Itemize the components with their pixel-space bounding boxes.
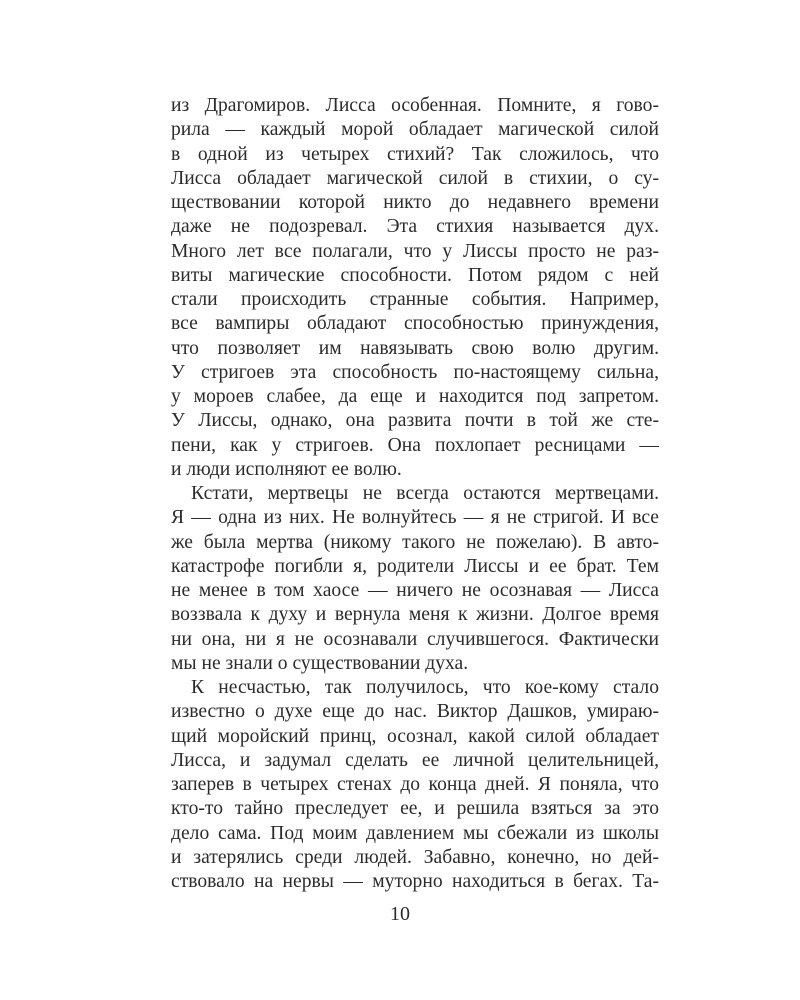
paragraph-1: [171, 94, 659, 482]
paragraph-2: [171, 482, 659, 676]
text-line: Кстати, мертвецы не всегда остаются мертвецами.: [191, 483, 659, 504]
text-line: К несчастью, так получилось, что кое-кому стало: [191, 677, 659, 698]
text-line: Лисса, и задумал сделать ее личной целительницей,: [171, 749, 659, 771]
page-number: 10: [390, 903, 410, 925]
paragraph-3: [171, 676, 659, 894]
text-line: Я — одна из них. Не волнуйтесь — я не стригой. И все: [171, 507, 659, 529]
text-line: ствовало на нервы — муторно находиться в бегах. Та-: [171, 871, 659, 892]
text-line: заперев в четырех стенах до конца дней. Я поняла, что: [171, 774, 659, 795]
text-line: виты магические способности. Потом рядом с ней: [171, 264, 659, 286]
text-line: и затерялись среди людей. Забавно, конечно, но дей-: [171, 846, 659, 868]
text-line: дело сама. Под моим давлением мы сбежали из школы: [171, 822, 659, 844]
text-line: Лисса обладает магической силой в стихии, о су-: [171, 167, 659, 189]
text-line: пени, как у стригоев. Она похлопает ресницами —: [171, 434, 659, 456]
text-line: даже не подозревал. Эта стихия называется дух.: [171, 216, 659, 238]
text-line: что позволяет им навязывать свою волю другим.: [171, 337, 659, 359]
text-line: У Лиссы, однако, она развита почти в той же сте-: [171, 410, 659, 432]
text-line: щий моройский принц, осознал, какой силой обладает: [171, 725, 659, 747]
text-line: ни она, ни я не осознавали случившегося. Фактически: [171, 628, 659, 650]
text-line: кто-то тайно преследует ее, и решила взяться за это: [171, 798, 659, 820]
text-line: все вампиры обладают способностью принуждения,: [171, 313, 659, 335]
text-line: Много лет все полагали, что у Лиссы просто не раз-: [171, 240, 659, 262]
text-line: в одной из четырех стихий? Так сложилось, что: [171, 143, 659, 165]
text-line: и люди исполняют ее волю.: [171, 458, 402, 480]
text-line: мы не знали о существовании духа.: [171, 652, 469, 674]
text-line: воззвала к духу и вернула меня к жизни. Долгое время: [171, 604, 659, 626]
text-line: из Драгомиров. Лисса особенная. Помните, я гово-: [171, 95, 659, 116]
text-line: не менее в том хаосе — ничего не осознавая — Лисса: [171, 580, 659, 601]
text-line: катастрофе погибли я, родители Лиссы и ее брат. Тем: [171, 555, 659, 577]
text-line: известно о духе еще до нас. Виктор Дашков, умираю-: [171, 701, 659, 723]
text-line: же была мертва (никому такого не пожелаю). В авто-: [171, 531, 659, 553]
text-line: стали происходить странные события. Например,: [171, 289, 659, 310]
text-line: рила — каждый морой обладает магической силой: [171, 119, 659, 141]
text-line: у мороев слабее, да еще и находится под запретом.: [171, 386, 659, 407]
body-text: [171, 94, 659, 894]
text-line: У стригоев эта способность по-настоящему сильна,: [171, 361, 659, 383]
text-line: ществовании которой никто до недавнего времени: [171, 192, 659, 213]
